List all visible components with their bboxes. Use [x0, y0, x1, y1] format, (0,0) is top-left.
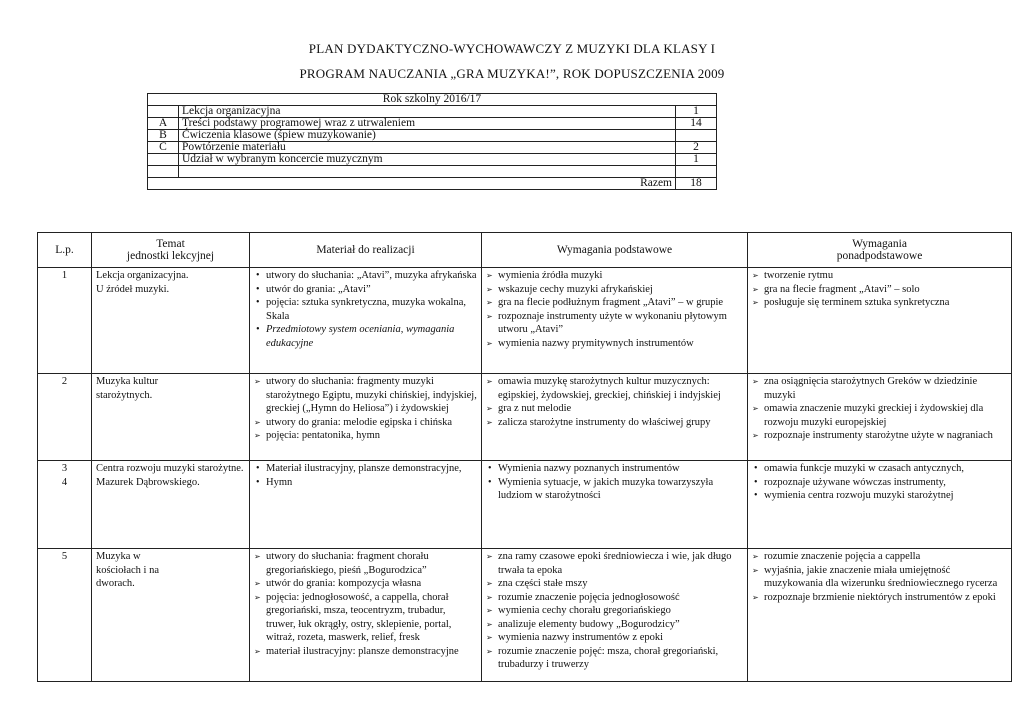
list-item: ➢ wymienia nazwy instrumentów z epoki — [486, 631, 743, 645]
topic-line: kościołach i na — [96, 564, 159, 576]
advanced-requirements-cell — [748, 374, 1012, 461]
lesson-plan-table — [37, 232, 1012, 682]
header-advanced-requirements — [748, 233, 1012, 268]
list-item: ➢ wskazuje cechy muzyki afrykańskiej — [486, 283, 743, 297]
list-item: • Wymienia sytuacje, w jakich muzyka towarzyszyła ludziom w starożytności — [486, 476, 743, 503]
summary-row — [148, 118, 717, 130]
document-title-line-2: PROGRAM NAUCZANIA „GRA MUZYKA!”, ROK DOPUSZCZENIA 2009 — [299, 66, 725, 81]
list-item: ➢ analizuje elementy budowy „Bogurodzicy” — [486, 618, 743, 632]
list-item: ➢ zna ramy czasowe epoki średniowiecza i wie, jak długo trwała ta epoka — [486, 550, 743, 577]
list-item: ➢ rozpoznaje instrumenty użyte w wykonaniu płytowym utworu „Atavi” — [486, 310, 743, 337]
advanced-requirements-cell — [748, 549, 1012, 682]
summary-label: Lekcja organizacyjna — [179, 106, 676, 118]
list-item: ➢ posługuje się terminem sztuka synkretyczna — [752, 296, 1007, 310]
row-number: 4 — [61, 476, 68, 488]
topic-line: Lekcja organizacyjna. — [96, 270, 189, 281]
list-item: ➢ omawia znaczenie muzyki greckiej i żydowskiej dla rozwoju muzyki europejskiej — [752, 402, 1007, 429]
table-row — [38, 268, 1012, 374]
list-item: ➢ gra na flecie fragment „Atavi” – solo — [752, 283, 1007, 297]
summary-label — [179, 166, 676, 178]
summary-label: Treści podstawy programowej wraz z utrwaleniem — [179, 118, 676, 130]
list-item: ➢ pojęcia: pentatonika, hymn — [254, 429, 477, 443]
topic-line: Muzyka kultur — [96, 376, 159, 387]
basic-requirements-cell — [482, 549, 748, 682]
summary-row — [148, 154, 717, 166]
summary-count: 14 — [676, 118, 717, 130]
list-item: ➢ omawia muzykę starożytnych kultur muzycznych: egipskiej, żydowskiej, greckiej, chińskiej i indyjskiej — [486, 375, 743, 402]
list-item: ➢ zna osiągnięcia starożytnych Greków w dziedzinie muzyki — [752, 375, 1007, 402]
summary-count: 1 — [676, 106, 717, 118]
header-topic-line-1: Temat — [156, 238, 185, 250]
table-row — [38, 374, 1012, 461]
list-item: ➢ rozumie znaczenie pojęć: msza, chorał gregoriański, trubadurzy i truwerzy — [486, 645, 743, 672]
header-topic-line-2: jednostki lekcyjnej — [126, 250, 215, 262]
list-item: ➢ wymienia nazwy prymitywnych instrumentów — [486, 337, 743, 351]
list-item: ➢ utwory do słuchania: fragmenty muzyki starożytnego Egiptu, muzyki chińskiej, indyjskiej, greckiej („Hymn do Heliosa”) i żydowskiej — [254, 375, 477, 416]
list-item: • pojęcia: sztuka synkretyczna, muzyka wokalna, Skala — [254, 296, 477, 323]
summary-count — [676, 130, 717, 142]
header-topic — [92, 233, 250, 268]
list-item: ➢ utwór do grania: kompozycja własna — [254, 577, 477, 591]
list-item: • rozpoznaje używane wówczas instrumenty, — [752, 476, 1007, 490]
row-number: 2 — [38, 374, 92, 461]
row-number: 3 — [61, 463, 68, 474]
summary-letter — [148, 154, 179, 166]
list-item: • Materiał ilustracyjny, plansze demonstracyjne, — [254, 462, 477, 476]
list-item: ➢ wymienia źródła muzyki — [486, 269, 743, 283]
topic-line: Muzyka w — [96, 551, 141, 562]
list-item: ➢ rozpoznaje brzmienie niektórych instrumentów z epoki — [752, 591, 1007, 605]
topic-cell — [92, 461, 250, 549]
list-item: ➢ zna części stałe mszy — [486, 577, 743, 591]
topic-cell — [92, 374, 250, 461]
topic-line: dworach. — [96, 578, 135, 589]
list-item: ➢ gra na flecie podłużnym fragment „Atavi” – w grupie — [486, 296, 743, 310]
row-number: 1 — [38, 268, 92, 374]
list-item: • utwór do grania: „Atavi” — [254, 283, 477, 297]
topic-line: Mazurek Dąbrowskiego. — [96, 476, 200, 488]
table-row — [38, 461, 1012, 549]
header-basic-requirements: Wymagania podstawowe — [482, 233, 748, 268]
list-item: ➢ materiał ilustracyjny: plansze demonstracyjne — [254, 645, 477, 659]
summary-row — [148, 106, 717, 118]
topic-line: Centra rozwoju muzyki starożytne. — [96, 463, 244, 474]
header-material: Materiał do realizacji — [250, 233, 482, 268]
list-item: • Przedmiotowy system oceniania, wymagania edukacyjne — [254, 323, 477, 350]
summary-row — [148, 142, 717, 154]
material-cell — [250, 549, 482, 682]
summary-label: Ćwiczenia klasowe (śpiew muzykowanie) — [179, 130, 676, 142]
summary-row — [148, 130, 717, 142]
list-item: ➢ rozumie znaczenie pojęcia a cappella — [752, 550, 1007, 564]
row-number-cell — [38, 461, 92, 549]
list-item: ➢ pojęcia: jednogłosowość, a cappella, chorał gregoriański, msza, teocentryzm, trubadur, truwer, łuk okrągły, ostry, sklepienie, portal, witraż, rozeta, maswerk, relief, fresk — [254, 591, 477, 645]
list-item: ➢ utwory do grania: melodie egipska i chińska — [254, 416, 477, 430]
basic-requirements-cell — [482, 374, 748, 461]
table-row — [38, 549, 1012, 682]
summary-letter: C — [148, 142, 179, 154]
summary-letter: A — [148, 118, 179, 130]
summary-label: Udział w wybranym koncercie muzycznym — [179, 154, 676, 166]
material-cell — [250, 374, 482, 461]
list-item: ➢ gra z nut melodie — [486, 402, 743, 416]
header-row — [38, 233, 1012, 268]
summary-count: 1 — [676, 154, 717, 166]
summary-total-row — [148, 178, 717, 190]
material-cell — [250, 461, 482, 549]
header-advanced-line-2: ponadpodstawowe — [836, 250, 923, 262]
topic-cell — [92, 549, 250, 682]
total-value: 18 — [676, 178, 717, 190]
list-item: ➢ rozpoznaje instrumenty starożytne użyte w nagraniach — [752, 429, 1007, 443]
summary-count — [676, 166, 717, 178]
topic-line: starożytnych. — [96, 389, 153, 401]
advanced-requirements-cell — [748, 461, 1012, 549]
summary-letter — [148, 166, 179, 178]
list-item: ➢ zalicza starożytne instrumenty do właściwej grupy — [486, 416, 743, 430]
topic-cell — [92, 268, 250, 374]
summary-row — [148, 166, 717, 178]
material-cell — [250, 268, 482, 374]
basic-requirements-cell — [482, 461, 748, 549]
list-item: • utwory do słuchania: „Atavi”, muzyka afrykańska — [254, 269, 477, 283]
list-item: • wymienia centra rozwoju muzyki starożytnej — [752, 489, 1007, 503]
total-label: Razem — [148, 178, 676, 190]
list-item: • Wymienia nazwy poznanych instrumentów — [486, 462, 743, 476]
document-title-line-1: PLAN DYDAKTYCZNO-WYCHOWAWCZY Z MUZYKI DLA KLASY I — [308, 41, 716, 56]
row-number: 5 — [38, 549, 92, 682]
list-item: ➢ tworzenie rytmu — [752, 269, 1007, 283]
header-advanced-line-1: Wymagania — [852, 238, 907, 250]
list-item: ➢ wymienia cechy chorału gregoriańskiego — [486, 604, 743, 618]
advanced-requirements-cell — [748, 268, 1012, 374]
basic-requirements-cell — [482, 268, 748, 374]
header-lp: L.p. — [38, 233, 92, 268]
school-year-header: Rok szkolny 2016/17 — [148, 94, 717, 106]
list-item: • omawia funkcje muzyki w czasach antycznych, — [752, 462, 1007, 476]
list-item: • Hymn — [254, 476, 477, 490]
list-item: ➢ utwory do słuchania: fragment chorału gregoriańskiego, pieśń „Bogurodzica” — [254, 550, 477, 577]
summary-letter — [148, 106, 179, 118]
list-item: ➢ rozumie znaczenie pojęcia jednogłosowość — [486, 591, 743, 605]
summary-count: 2 — [676, 142, 717, 154]
summary-letter: B — [148, 130, 179, 142]
summary-table — [147, 93, 717, 190]
topic-line: U źródeł muzyki. — [96, 283, 170, 295]
list-item: ➢ wyjaśnia, jakie znaczenie miała umiejętność muzykowania dla wizerunku średniowiecznego rycerza — [752, 564, 1007, 591]
summary-label: Powtórzenie materiału — [179, 142, 676, 154]
